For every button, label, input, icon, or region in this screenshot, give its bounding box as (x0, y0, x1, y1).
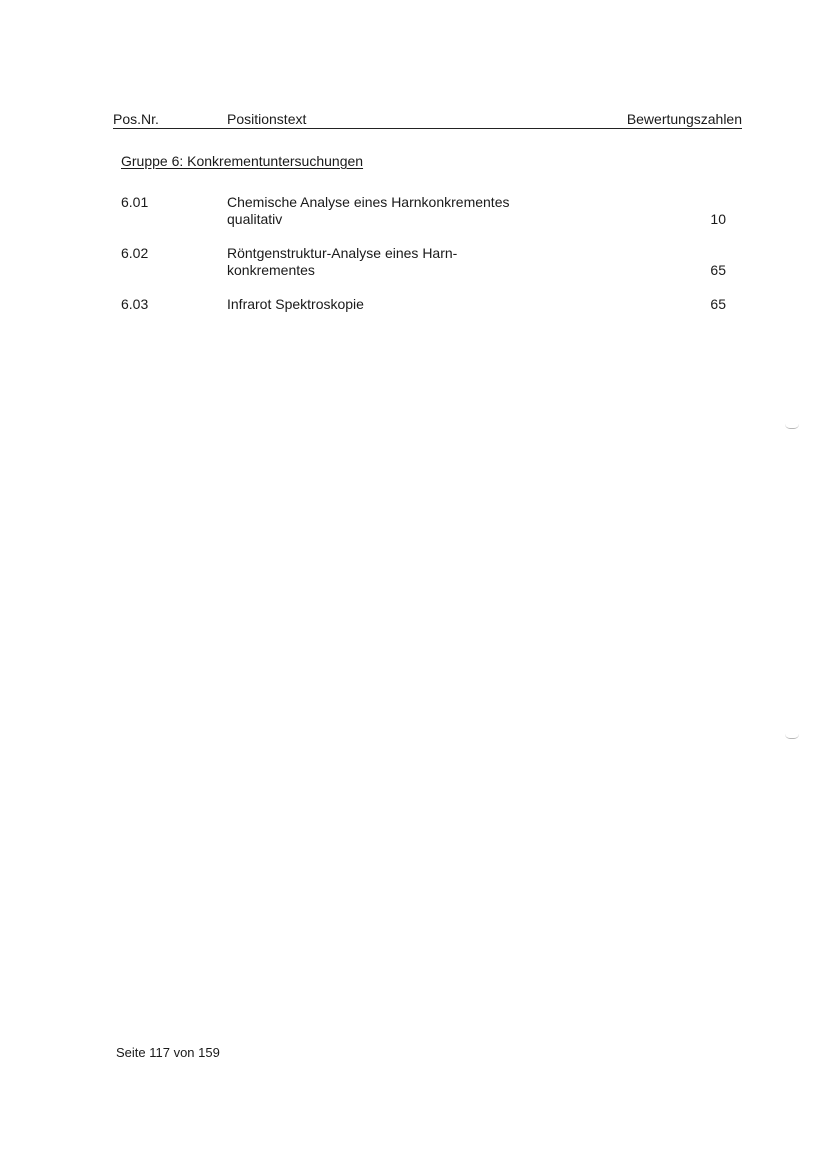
column-header-pos-nr: Pos.Nr. (113, 111, 159, 127)
table-header (113, 110, 742, 129)
position-text-line: Chemische Analyse eines Harnkonkrementes (227, 194, 510, 210)
position-number: 6.01 (121, 194, 149, 210)
position-score: 65 (710, 262, 726, 278)
position-number: 6.02 (121, 245, 149, 261)
scan-artifact-mark (785, 424, 799, 429)
page-number-footer: Seite 117 von 159 (116, 1045, 220, 1060)
position-score: 10 (710, 211, 726, 227)
position-text-line: qualitativ (227, 211, 283, 227)
position-score: 65 (710, 296, 726, 312)
position-number: 6.03 (121, 296, 149, 312)
position-text-line: konkrementes (227, 262, 315, 278)
column-header-bewertungszahlen: Bewertungszahlen (626, 111, 742, 127)
position-text (227, 194, 509, 228)
position-text-line: Infrarot Spektroskopie (227, 296, 364, 312)
position-text (227, 245, 457, 279)
column-header-positionstext: Positionstext (227, 111, 307, 127)
position-text-line: Röntgenstruktur-Analyse eines Harn- (227, 245, 458, 261)
scan-artifact-mark (785, 734, 799, 739)
group-title: Gruppe 6: Konkrementuntersuchungen (121, 153, 364, 169)
position-text (227, 296, 364, 313)
